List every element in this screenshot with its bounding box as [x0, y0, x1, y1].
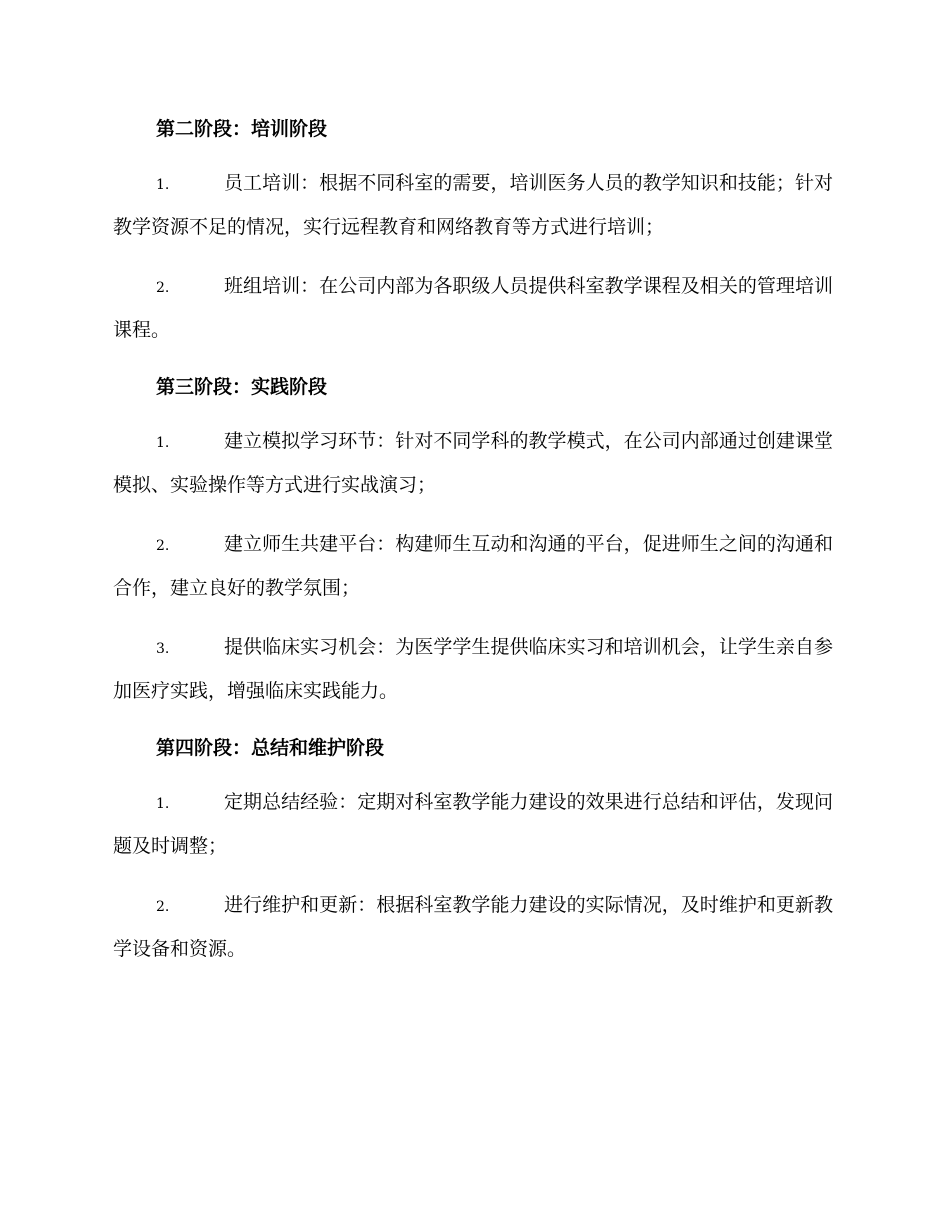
document-body	[113, 110, 833, 987]
list-item-number: 1.	[156, 435, 170, 451]
section-heading: 第二阶段：培训阶段	[156, 118, 328, 140]
list-item-number: 2.	[156, 899, 170, 915]
list-item	[113, 420, 833, 506]
list-item-text: 进行维护和更新：根据科室教学能力建设的实际情况，及时维护和更新教学设备和资源。	[113, 894, 833, 960]
list-item-text: 建立模拟学习环节：针对不同学科的教学模式，在公司内部通过创建课堂模拟、实验操作等方式进行实战演习；	[113, 430, 833, 496]
list-item-text: 提供临床实习机会：为医学学生提供临床实习和培训机会，让学生亲自参加医疗实践，增强临床实践能力。	[113, 636, 833, 702]
list-item	[113, 523, 833, 609]
list-item-number: 1.	[156, 177, 170, 193]
list-item-number: 3.	[156, 641, 170, 657]
list-item-text: 定期总结经验：定期对科室教学能力建设的效果进行总结和评估，发现问题及时调整；	[113, 791, 833, 857]
list-item	[113, 781, 833, 867]
section-training	[113, 110, 833, 351]
list-item-text: 员工培训：根据不同科室的需要，培训医务人员的教学知识和技能；针对教学资源不足的情况，实行远程教育和网络教育等方式进行培训；	[113, 172, 833, 238]
list-item	[113, 265, 833, 351]
section-practice	[113, 368, 833, 712]
list-item-number: 2.	[156, 280, 170, 296]
list-item	[113, 162, 833, 248]
section-heading: 第三阶段：实践阶段	[156, 376, 328, 398]
section-summary-maintenance	[113, 729, 833, 970]
list-item-number: 1.	[156, 796, 170, 812]
list-item	[113, 884, 833, 970]
list-item-number: 2.	[156, 538, 170, 554]
list-item	[113, 626, 833, 712]
section-heading: 第四阶段：总结和维护阶段	[156, 737, 385, 759]
list-item-text: 建立师生共建平台：构建师生互动和沟通的平台，促进师生之间的沟通和合作，建立良好的教学氛围；	[113, 533, 833, 599]
list-item-text: 班组培训：在公司内部为各职级人员提供科室教学课程及相关的管理培训课程。	[113, 275, 833, 341]
